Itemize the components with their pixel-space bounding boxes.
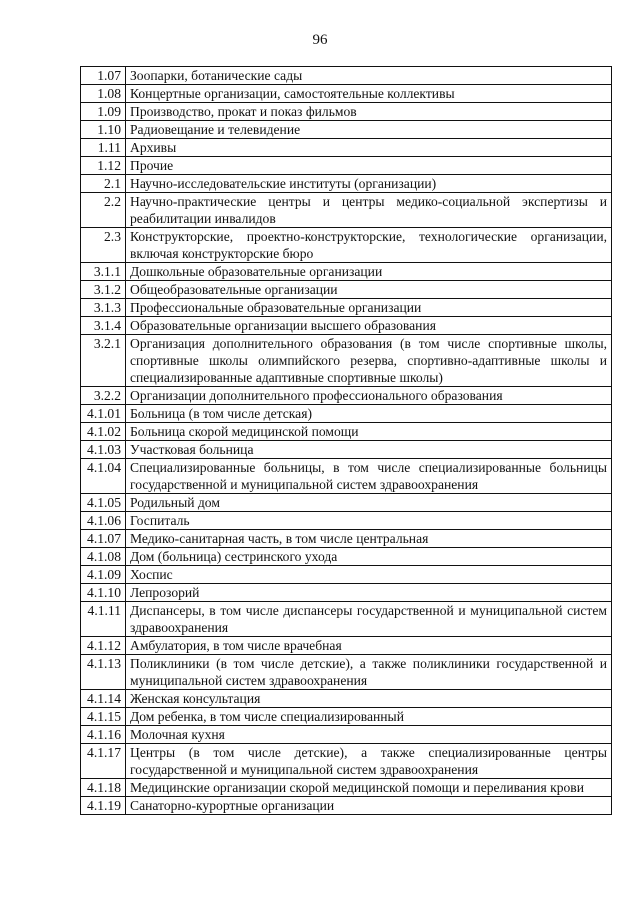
table-row — [81, 459, 612, 494]
row-name: Хоспис — [126, 566, 612, 584]
table-row — [81, 779, 612, 797]
row-name: Диспансеры, в том числе диспансеры государственной и муниципальной систем здравоохранения — [126, 602, 612, 637]
row-code: 4.1.05 — [81, 494, 126, 512]
row-name: Госпиталь — [126, 512, 612, 530]
table-row — [81, 512, 612, 530]
row-name: Образовательные организации высшего образования — [126, 317, 612, 335]
row-name: Дом ребенка, в том числе специализированный — [126, 708, 612, 726]
row-name: Лепрозорий — [126, 584, 612, 602]
table-row — [81, 317, 612, 335]
row-code: 4.1.11 — [81, 602, 126, 637]
table-row — [81, 584, 612, 602]
row-code: 3.1.3 — [81, 299, 126, 317]
page-number: 96 — [312, 32, 328, 48]
row-code: 4.1.17 — [81, 744, 126, 779]
row-code: 4.1.09 — [81, 566, 126, 584]
table-row — [81, 441, 612, 459]
row-code: 4.1.07 — [81, 530, 126, 548]
row-code: 4.1.01 — [81, 405, 126, 423]
row-code: 3.2.2 — [81, 387, 126, 405]
table-row — [81, 335, 612, 387]
row-code: 4.1.16 — [81, 726, 126, 744]
table-row — [81, 655, 612, 690]
table-row — [81, 708, 612, 726]
table-row — [81, 530, 612, 548]
row-name: Медико-санитарная часть, в том числе центральная — [126, 530, 612, 548]
table-row — [81, 228, 612, 263]
row-code: 4.1.06 — [81, 512, 126, 530]
table-body — [81, 67, 612, 815]
table-row — [81, 193, 612, 228]
table-row — [81, 157, 612, 175]
row-code: 4.1.08 — [81, 548, 126, 566]
table-row — [81, 175, 612, 193]
row-name: Архивы — [126, 139, 612, 157]
row-code: 3.1.2 — [81, 281, 126, 299]
row-code: 1.12 — [81, 157, 126, 175]
row-name: Родильный дом — [126, 494, 612, 512]
row-name: Организация дополнительного образования (в том числе спортивные школы, спортивные школы олимпийского резерва, спортивно-адаптивные школы и специализированные адаптивные спортивные школы) — [126, 335, 612, 387]
row-code: 2.3 — [81, 228, 126, 263]
row-code: 4.1.02 — [81, 423, 126, 441]
row-name: Дошкольные образовательные организации — [126, 263, 612, 281]
table-row — [81, 494, 612, 512]
row-name: Научно-исследовательские институты (организации) — [126, 175, 612, 193]
row-name: Женская консультация — [126, 690, 612, 708]
table-row — [81, 566, 612, 584]
table-row — [81, 548, 612, 566]
row-code: 3.1.4 — [81, 317, 126, 335]
table-row — [81, 85, 612, 103]
row-name: Амбулатория, в том числе врачебная — [126, 637, 612, 655]
row-name: Поликлиники (в том числе детские), а также поликлиники государственной и муниципальной систем здравоохранения — [126, 655, 612, 690]
row-name: Участковая больница — [126, 441, 612, 459]
row-code: 4.1.04 — [81, 459, 126, 494]
table-row — [81, 602, 612, 637]
row-code: 2.2 — [81, 193, 126, 228]
row-name: Специализированные больницы, в том числе специализированные больницы государственной и муниципальной систем здравоохранения — [126, 459, 612, 494]
table-row — [81, 263, 612, 281]
table-row — [81, 139, 612, 157]
table-row — [81, 299, 612, 317]
table-row — [81, 67, 612, 85]
table-row — [81, 387, 612, 405]
row-name: Радиовещание и телевидение — [126, 121, 612, 139]
table-row — [81, 103, 612, 121]
row-code: 4.1.12 — [81, 637, 126, 655]
row-code: 1.07 — [81, 67, 126, 85]
row-code: 4.1.15 — [81, 708, 126, 726]
table-row — [81, 423, 612, 441]
row-name: Зоопарки, ботанические сады — [126, 67, 612, 85]
row-name: Медицинские организации скорой медицинской помощи и переливания крови — [126, 779, 612, 797]
table-row — [81, 121, 612, 139]
table-row — [81, 797, 612, 815]
row-code: 4.1.19 — [81, 797, 126, 815]
row-code: 4.1.13 — [81, 655, 126, 690]
row-code: 4.1.14 — [81, 690, 126, 708]
row-name: Больница (в том числе детская) — [126, 405, 612, 423]
row-name: Центры (в том числе детские), а также специализированные центры государственной и муниципальной систем здравоохранения — [126, 744, 612, 779]
row-code: 4.1.18 — [81, 779, 126, 797]
row-code: 1.11 — [81, 139, 126, 157]
row-name: Научно-практические центры и центры медико-социальной экспертизы и реабилитации инвалидов — [126, 193, 612, 228]
row-name: Концертные организации, самостоятельные коллективы — [126, 85, 612, 103]
row-name: Больница скорой медицинской помощи — [126, 423, 612, 441]
row-name: Общеобразовательные организации — [126, 281, 612, 299]
row-name: Дом (больница) сестринского ухода — [126, 548, 612, 566]
row-name: Молочная кухня — [126, 726, 612, 744]
row-name: Санаторно-курортные организации — [126, 797, 612, 815]
classification-table — [80, 66, 612, 815]
row-code: 1.09 — [81, 103, 126, 121]
table-row — [81, 690, 612, 708]
row-code: 4.1.03 — [81, 441, 126, 459]
table-row — [81, 637, 612, 655]
row-name: Производство, прокат и показ фильмов — [126, 103, 612, 121]
row-name: Организации дополнительного профессионального образования — [126, 387, 612, 405]
row-code: 3.2.1 — [81, 335, 126, 387]
row-code: 4.1.10 — [81, 584, 126, 602]
table-row — [81, 744, 612, 779]
table-row — [81, 726, 612, 744]
row-name: Прочие — [126, 157, 612, 175]
row-code: 2.1 — [81, 175, 126, 193]
row-code: 1.10 — [81, 121, 126, 139]
row-name: Профессиональные образовательные организации — [126, 299, 612, 317]
row-code: 3.1.1 — [81, 263, 126, 281]
row-code: 1.08 — [81, 85, 126, 103]
row-name: Конструкторские, проектно-конструкторские, технологические организации, включая конструкторские бюро — [126, 228, 612, 263]
table-row — [81, 281, 612, 299]
table-row — [81, 405, 612, 423]
